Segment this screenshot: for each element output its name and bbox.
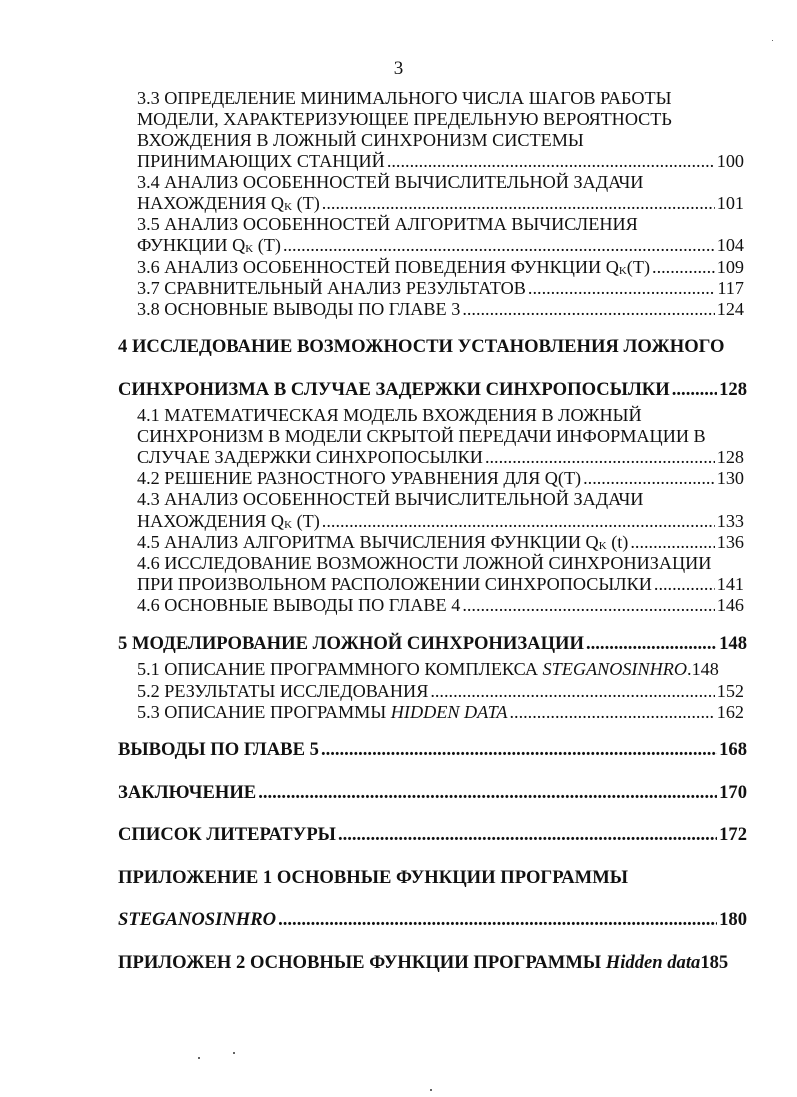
toc-4-2-text: 4.2 РЕШЕНИЕ РАЗНОСТНОГО УРАВНЕНИЯ ДЛЯ Q(T) bbox=[137, 468, 582, 488]
toc-5-2-text: 5.2 РЕЗУЛЬТАТЫ ИССЛЕДОВАНИЯ bbox=[137, 681, 429, 701]
toc-page-number: 101 bbox=[716, 193, 744, 213]
leader-dots bbox=[387, 150, 715, 172]
toc-page-number: 146 bbox=[716, 595, 744, 615]
leader-dots bbox=[583, 467, 715, 489]
toc-page-number: 148 bbox=[691, 659, 719, 679]
toc-entry-chapter-5[interactable] bbox=[118, 633, 747, 655]
toc-4-1-line3: СЛУЧАЕ ЗАДЕРЖКИ СИНХРОПОСЫЛКИ bbox=[137, 447, 483, 467]
toc-page-number: 128 bbox=[716, 447, 744, 467]
leader-dots bbox=[672, 379, 717, 401]
toc-page-number: 128 bbox=[719, 379, 747, 400]
toc-page-number: 168 bbox=[719, 739, 747, 760]
toc-3-4-line2: НАХОЖДЕНИЯ $Q_K$ (T) bbox=[137, 193, 320, 213]
conclusion-title: ЗАКЛЮЧЕНИЕ bbox=[118, 782, 257, 803]
toc-page-number: 180 bbox=[719, 909, 747, 930]
toc-4-6b-text: 4.6 ОСНОВНЫЕ ВЫВОДЫ ПО ГЛАВЕ 4 bbox=[137, 595, 461, 615]
scan-speck bbox=[430, 1089, 432, 1091]
toc-4-1-line2: СИНХРОНИЗМ В МОДЕЛИ СКРЫТОЙ ПЕРЕДАЧИ ИНФОРМАЦИИ В bbox=[137, 426, 706, 446]
toc-3-3-line3: ВХОЖДЕНИЯ В ЛОЖНЫЙ СИНХРОНИЗМ СИСТЕМЫ bbox=[137, 130, 584, 150]
toc-entry-3-8[interactable] bbox=[137, 298, 744, 320]
scan-speck bbox=[198, 1057, 200, 1059]
chapter-4-title-line2: СИНХРОНИЗМА В СЛУЧАЕ ЗАДЕРЖКИ СИНХРОПОСЫЛКИ bbox=[118, 379, 670, 400]
leader-dots bbox=[322, 192, 715, 214]
leader-dots bbox=[485, 446, 715, 468]
toc-entry-3-3[interactable] bbox=[137, 150, 744, 172]
toc-page-number: 141 bbox=[716, 574, 744, 594]
toc-3-5-line1: 3.5 АНАЛИЗ ОСОБЕННОСТЕЙ АЛГОРИТМА ВЫЧИСЛЕНИЯ bbox=[137, 214, 638, 234]
leader-dots bbox=[586, 633, 717, 655]
leader-dots bbox=[430, 680, 714, 702]
toc-page-number: 109 bbox=[716, 257, 744, 277]
toc-3-3-line4: ПРИНИМАЮЩИХ СТАНЦИЙ bbox=[137, 151, 385, 171]
toc-entry-3-7[interactable] bbox=[137, 277, 744, 299]
toc-3-3-line1: 3.3 ОПРЕДЕЛЕНИЕ МИНИМАЛЬНОГО ЧИСЛА ШАГОВ РАБОТЫ bbox=[137, 88, 672, 108]
toc-4-3-line1: 4.3 АНАЛИЗ ОСОБЕННОСТЕЙ ВЫЧИСЛИТЕЛЬНОЙ ЗАДАЧИ bbox=[137, 489, 644, 509]
toc-3-5-line2: ФУНКЦИИ $Q_K$ (T) bbox=[137, 235, 281, 255]
scan-speck bbox=[772, 40, 773, 41]
toc-page-number: 172 bbox=[719, 824, 747, 845]
chapter-5-title: 5 МОДЕЛИРОВАНИЕ ЛОЖНОЙ СИНХРОНИЗАЦИИ bbox=[118, 633, 584, 654]
leader-dots bbox=[462, 298, 714, 320]
toc-5-3-text: 5.3 ОПИСАНИЕ ПРОГРАММЫ HIDDEN DATA bbox=[137, 702, 508, 722]
appendix-1-title-line1: ПРИЛОЖЕНИЕ 1 ОСНОВНЫЕ ФУНКЦИИ ПРОГРАММЫ bbox=[118, 867, 629, 888]
toc-entry-conclusion[interactable] bbox=[118, 782, 747, 804]
leader-dots bbox=[652, 256, 715, 278]
toc-page-number: 117 bbox=[717, 278, 744, 298]
toc-entry-conclusions-ch5[interactable] bbox=[118, 739, 747, 761]
toc-4-3-line2: НАХОЖДЕНИЯ $Q_K$ (T) bbox=[137, 511, 320, 531]
toc-page-number: 100 bbox=[716, 151, 744, 171]
toc-page-number: 133 bbox=[716, 511, 744, 531]
toc-entry-4-1[interactable] bbox=[137, 446, 744, 468]
leader-dots bbox=[278, 909, 717, 931]
toc-3-3-line2: МОДЕЛИ, ХАРАКТЕРИЗУЮЩЕЕ ПРЕДЕЛЬНУЮ ВЕРОЯТНОСТЬ bbox=[137, 109, 672, 129]
toc-3-6-text: 3.6 АНАЛИЗ ОСОБЕННОСТЕЙ ПОВЕДЕНИЯ ФУНКЦИИ $Q_K(T)$ bbox=[137, 257, 651, 277]
toc-entry-5-3[interactable] bbox=[137, 701, 744, 723]
page-number: 3 bbox=[393, 58, 404, 79]
leader-dots bbox=[322, 510, 715, 532]
toc-3-8-text: 3.8 ОСНОВНЫЕ ВЫВОДЫ ПО ГЛАВЕ 3 bbox=[137, 299, 461, 319]
toc-3-7-text: 3.7 СРАВНИТЕЛЬНЫЙ АНАЛИЗ РЕЗУЛЬТАТОВ bbox=[137, 278, 526, 298]
toc-entry-appendix-1[interactable] bbox=[118, 909, 747, 931]
toc-entry-appendix-2[interactable] bbox=[118, 952, 747, 974]
toc-entry-5-2[interactable] bbox=[137, 680, 744, 702]
toc-entry-4-6a[interactable] bbox=[137, 573, 744, 595]
leader-dots bbox=[509, 701, 714, 723]
chapter-4-title-line1: 4 ИССЛЕДОВАНИЕ ВОЗМОЖНОСТИ УСТАНОВЛЕНИЯ ЛОЖНОГО bbox=[118, 336, 725, 357]
toc-page-number: 185 bbox=[700, 952, 729, 973]
leader-dots bbox=[321, 739, 717, 761]
references-title: СПИСОК ЛИТЕРАТУРЫ bbox=[118, 824, 336, 845]
leader-dots bbox=[528, 277, 715, 299]
toc-5-1-text: 5.1 ОПИСАНИЕ ПРОГРАММНОГО КОМПЛЕКСА STEGANOSINHRO. bbox=[137, 659, 692, 679]
toc-3-4-line1: 3.4 АНАЛИЗ ОСОБЕННОСТЕЙ ВЫЧИСЛИТЕЛЬНОЙ ЗАДАЧИ bbox=[137, 172, 644, 192]
toc-entry-chapter-4[interactable] bbox=[118, 379, 747, 401]
toc-4-6a-line1: 4.6 ИССЛЕДОВАНИЕ ВОЗМОЖНОСТИ ЛОЖНОЙ СИНХРОНИЗАЦИИ bbox=[137, 553, 712, 573]
toc-entry-4-6b[interactable] bbox=[137, 594, 744, 616]
toc-page-number: 170 bbox=[719, 782, 747, 803]
toc-page-number: 136 bbox=[716, 532, 744, 552]
toc-4-5-text: 4.5 АНАЛИЗ АЛГОРИТМА ВЫЧИСЛЕНИЯ ФУНКЦИИ $Q_K$ (t) bbox=[137, 532, 629, 552]
scan-speck bbox=[233, 1052, 235, 1054]
toc-page-number: 152 bbox=[716, 681, 744, 701]
leader-dots bbox=[630, 531, 714, 553]
appendix-1-title-line2: STEGANOSINHRO bbox=[118, 909, 277, 930]
leader-dots bbox=[283, 234, 715, 256]
toc-4-6a-line2: ПРИ ПРОИЗВОЛЬНОМ РАСПОЛОЖЕНИИ СИНХРОПОСЫЛКИ bbox=[137, 574, 652, 594]
toc-entry-references[interactable] bbox=[118, 824, 747, 846]
toc-page-number: 124 bbox=[716, 299, 744, 319]
toc-page-number: 148 bbox=[719, 633, 747, 654]
leader-dots bbox=[462, 594, 714, 616]
toc-page-number: 162 bbox=[716, 702, 744, 722]
appendix-2-title: ПРИЛОЖЕН 2 ОСНОВНЫЕ ФУНКЦИИ ПРОГРАММЫ Hidden data bbox=[118, 952, 701, 973]
conclusions-ch5-title: ВЫВОДЫ ПО ГЛАВЕ 5 bbox=[118, 739, 319, 760]
toc-page-number: 130 bbox=[716, 468, 744, 488]
toc-entry-5-1[interactable] bbox=[137, 658, 744, 680]
leader-dots bbox=[654, 573, 715, 595]
leader-dots bbox=[338, 824, 717, 846]
leader-dots bbox=[258, 782, 717, 804]
toc-4-1-line1: 4.1 МАТЕМАТИЧЕСКАЯ МОДЕЛЬ ВХОЖДЕНИЯ В ЛОЖНЫЙ bbox=[137, 405, 642, 425]
toc-page-number: 104 bbox=[716, 235, 744, 255]
toc-entry-4-2[interactable] bbox=[137, 467, 744, 489]
